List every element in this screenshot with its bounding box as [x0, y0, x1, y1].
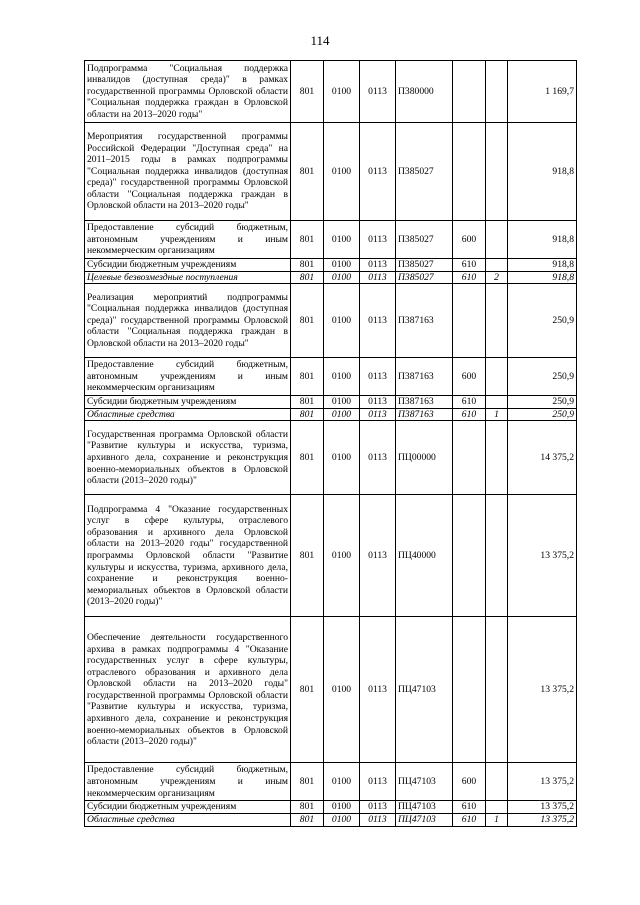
row-expense-type — [453, 617, 486, 763]
row-name: Областные средства — [85, 408, 291, 421]
row-section-code: 0100 — [324, 358, 360, 396]
row-section-code: 0100 — [324, 813, 360, 826]
row-section-code: 0100 — [324, 801, 360, 814]
table-row — [85, 259, 577, 272]
row-amount: 13 375,2 — [508, 617, 577, 763]
row-amount: 13 375,2 — [508, 495, 577, 617]
row-subsection-code: 0113 — [360, 617, 396, 763]
row-expense-type — [453, 495, 486, 617]
row-subsection-code: 0113 — [360, 259, 396, 272]
row-subsection-code: 0113 — [360, 813, 396, 826]
row-source-code — [486, 801, 508, 814]
row-name: Мероприятия государственной программы Российской Федерации "Доступная среда" на 2011–2015 годы в рамках подпрограммы "Социальная поддержка инвалидов (доступная среда)" государственной программы Орловской области "Социальная поддержка граждан в Орловской области на 2013–2020 годы" — [85, 123, 291, 221]
table-row — [85, 221, 577, 259]
row-subsection-code: 0113 — [360, 61, 396, 123]
row-target-code: ПЦ47103 — [396, 813, 453, 826]
row-source-code: 1 — [486, 813, 508, 826]
row-target-code: ПЦ47103 — [396, 801, 453, 814]
row-expense-type: 600 — [453, 763, 486, 801]
row-section-code: 0100 — [324, 421, 360, 495]
row-ministry-code: 801 — [291, 358, 324, 396]
row-target-code: П385027 — [396, 259, 453, 272]
table-row — [85, 61, 577, 123]
table-row — [85, 813, 577, 826]
budget-table-body — [85, 61, 577, 827]
row-subsection-code: 0113 — [360, 408, 396, 421]
row-expense-type: 610 — [453, 259, 486, 272]
row-subsection-code: 0113 — [360, 123, 396, 221]
row-expense-type: 600 — [453, 221, 486, 259]
table-row — [85, 801, 577, 814]
row-ministry-code: 801 — [291, 123, 324, 221]
row-source-code — [486, 259, 508, 272]
row-ministry-code: 801 — [291, 763, 324, 801]
row-name: Подпрограмма 4 "Оказание государственных услуг в сфере культуры, отраслевого образования и архивного дела Орловской области на 2013–2020 годы" государственной программы Орловской области "Развитие культуры и искусства, туризма, архивного дела, сохранение и реконструкция военно-мемориальных объектов в Орловской области (2013–2020 годы)" — [85, 495, 291, 617]
row-source-code — [486, 61, 508, 123]
row-amount: 250,9 — [508, 284, 577, 358]
row-amount: 13 375,2 — [508, 813, 577, 826]
row-ministry-code: 801 — [291, 221, 324, 259]
row-name: Субсидии бюджетным учреждениям — [85, 801, 291, 814]
row-expense-type — [453, 123, 486, 221]
row-name: Предоставление субсидий бюджетным, автономным учреждениям и иным некоммерческим организациям — [85, 358, 291, 396]
budget-table — [84, 60, 577, 827]
row-subsection-code: 0113 — [360, 284, 396, 358]
row-amount: 918,8 — [508, 259, 577, 272]
row-section-code: 0100 — [324, 396, 360, 409]
row-ministry-code: 801 — [291, 408, 324, 421]
row-subsection-code: 0113 — [360, 801, 396, 814]
row-section-code: 0100 — [324, 763, 360, 801]
row-expense-type: 610 — [453, 271, 486, 284]
row-target-code: П387163 — [396, 396, 453, 409]
row-target-code: П387163 — [396, 358, 453, 396]
row-target-code: П385027 — [396, 123, 453, 221]
row-ministry-code: 801 — [291, 259, 324, 272]
row-amount: 13 375,2 — [508, 763, 577, 801]
table-row — [85, 271, 577, 284]
table-row — [85, 358, 577, 396]
row-expense-type: 610 — [453, 396, 486, 409]
row-ministry-code: 801 — [291, 813, 324, 826]
row-source-code — [486, 358, 508, 396]
row-subsection-code: 0113 — [360, 421, 396, 495]
page-number: 114 — [310, 33, 330, 48]
row-subsection-code: 0113 — [360, 396, 396, 409]
row-name: Обеспечение деятельности государственного архива в рамках подпрограммы 4 "Оказание государственных услуг в сфере культуры, отраслевого образования и архивного дела Орловской области на 2013–2020 годы" государственной программы Орловской области "Развитие культуры и искусства, туризма, архивного дела, сохранение и реконструкция военно-мемориальных объектов в Орловской области (2013–2020 годы)" — [85, 617, 291, 763]
row-section-code: 0100 — [324, 61, 360, 123]
row-source-code: 2 — [486, 271, 508, 284]
row-amount: 1 169,7 — [508, 61, 577, 123]
table-row — [85, 284, 577, 358]
row-section-code: 0100 — [324, 259, 360, 272]
row-ministry-code: 801 — [291, 396, 324, 409]
row-ministry-code: 801 — [291, 61, 324, 123]
table-row — [85, 421, 577, 495]
row-amount: 250,9 — [508, 358, 577, 396]
row-ministry-code: 801 — [291, 271, 324, 284]
row-section-code: 0100 — [324, 284, 360, 358]
row-expense-type: 610 — [453, 813, 486, 826]
table-row — [85, 617, 577, 763]
row-name: Реализация мероприятий подпрограммы "Социальная поддержка инвалидов (доступная среда)" государственной программы Орловской области "Социальная поддержка граждан в Орловской области на 2013–2020 годы" — [85, 284, 291, 358]
row-section-code: 0100 — [324, 271, 360, 284]
row-source-code — [486, 421, 508, 495]
row-amount: 250,9 — [508, 408, 577, 421]
table-row — [85, 123, 577, 221]
row-target-code: П385027 — [396, 271, 453, 284]
row-ministry-code: 801 — [291, 421, 324, 495]
row-name: Государственная программа Орловской области "Развитие культуры и искусства, туризма, архивного дела, сохранение и реконструкция военно-мемориальных объектов в Орловской области (2013–2020 годы)" — [85, 421, 291, 495]
row-amount: 14 375,2 — [508, 421, 577, 495]
row-subsection-code: 0113 — [360, 271, 396, 284]
row-section-code: 0100 — [324, 123, 360, 221]
row-name: Субсидии бюджетным учреждениям — [85, 396, 291, 409]
row-section-code: 0100 — [324, 408, 360, 421]
row-expense-type — [453, 61, 486, 123]
row-target-code: ПЦ47103 — [396, 763, 453, 801]
row-target-code: П385027 — [396, 221, 453, 259]
row-section-code: 0100 — [324, 617, 360, 763]
row-subsection-code: 0113 — [360, 358, 396, 396]
row-source-code — [486, 396, 508, 409]
row-source-code — [486, 495, 508, 617]
table-row — [85, 408, 577, 421]
table-row — [85, 763, 577, 801]
row-expense-type: 600 — [453, 358, 486, 396]
row-target-code: П380000 — [396, 61, 453, 123]
row-target-code: П387163 — [396, 284, 453, 358]
table-row — [85, 396, 577, 409]
row-target-code: ПЦ00000 — [396, 421, 453, 495]
row-ministry-code: 801 — [291, 617, 324, 763]
row-section-code: 0100 — [324, 221, 360, 259]
row-section-code: 0100 — [324, 495, 360, 617]
row-name: Предоставление субсидий бюджетным, автономным учреждениям и иным некоммерческим организациям — [85, 763, 291, 801]
row-name: Областные средства — [85, 813, 291, 826]
row-amount: 918,8 — [508, 123, 577, 221]
row-name: Субсидии бюджетным учреждениям — [85, 259, 291, 272]
row-name: Подпрограмма "Социальная поддержка инвалидов (доступная среда)" в рамках государственной программы Орловской области "Социальная поддержка граждан в Орловской области на 2013–2020 годы" — [85, 61, 291, 123]
row-amount: 13 375,2 — [508, 801, 577, 814]
row-source-code — [486, 284, 508, 358]
row-amount: 918,8 — [508, 271, 577, 284]
row-source-code — [486, 763, 508, 801]
row-ministry-code: 801 — [291, 495, 324, 617]
row-name: Предоставление субсидий бюджетным, автономным учреждениям и иным некоммерческим организациям — [85, 221, 291, 259]
row-ministry-code: 801 — [291, 284, 324, 358]
row-source-code — [486, 123, 508, 221]
row-target-code: ПЦ40000 — [396, 495, 453, 617]
row-expense-type — [453, 421, 486, 495]
row-subsection-code: 0113 — [360, 763, 396, 801]
row-expense-type: 610 — [453, 801, 486, 814]
row-source-code — [486, 617, 508, 763]
row-ministry-code: 801 — [291, 801, 324, 814]
row-subsection-code: 0113 — [360, 495, 396, 617]
row-source-code: 1 — [486, 408, 508, 421]
row-subsection-code: 0113 — [360, 221, 396, 259]
row-target-code: П387163 — [396, 408, 453, 421]
row-name: Целевые безвозмездные поступления — [85, 271, 291, 284]
row-amount: 250,9 — [508, 396, 577, 409]
row-amount: 918,8 — [508, 221, 577, 259]
row-expense-type: 610 — [453, 408, 486, 421]
table-row — [85, 495, 577, 617]
row-expense-type — [453, 284, 486, 358]
row-source-code — [486, 221, 508, 259]
row-target-code: ПЦ47103 — [396, 617, 453, 763]
